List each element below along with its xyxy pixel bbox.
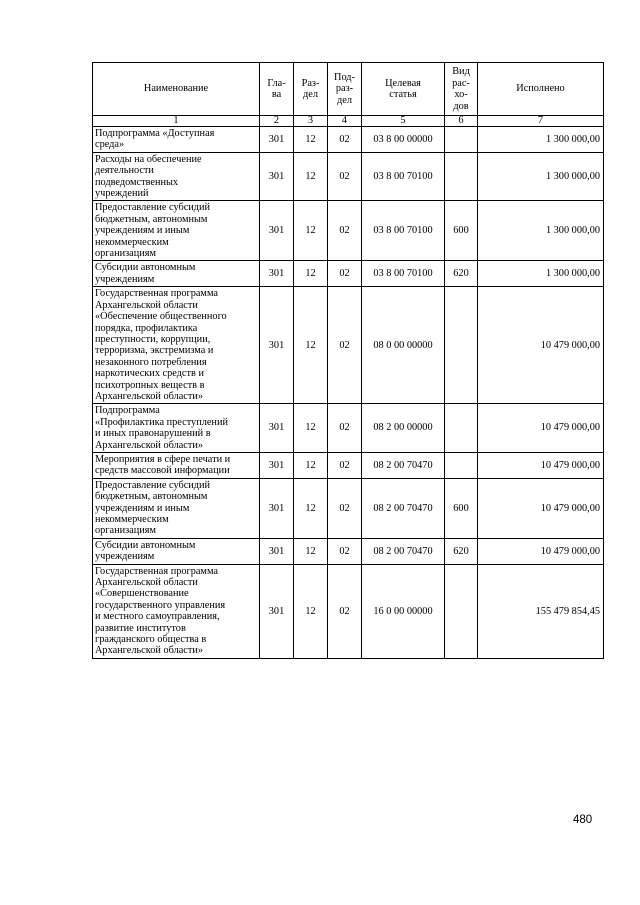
cell-vid: 620: [445, 261, 478, 287]
header-vid: Вид рас- хо- дов: [445, 63, 478, 116]
header-glava: Гла- ва: [260, 63, 294, 116]
cell-vid: 600: [445, 201, 478, 261]
cell-razdel: 12: [294, 152, 328, 201]
table-row: [93, 538, 604, 564]
column-number: 5: [362, 116, 445, 127]
column-number: 6: [445, 116, 478, 127]
cell-podrazdel: 02: [328, 152, 362, 201]
header-statya: Целевая статья: [362, 63, 445, 116]
cell-name: Государственная программа Архангельской области «Совершенствование государственного управления и местного самоуправления, развитие институтов гражданского общества в Архангельской области»: [93, 564, 260, 658]
cell-name: Подпрограмма «Профилактика преступлений и иных правонарушений в Архангельской области»: [93, 404, 260, 453]
cell-name: Предоставление субсидий бюджетным, автономным учреждениям и иным некоммерческим организациям: [93, 478, 260, 538]
cell-glava: 301: [260, 127, 294, 153]
cell-statya: 08 2 00 00000: [362, 404, 445, 453]
table-row: [93, 452, 604, 478]
cell-vid: [445, 404, 478, 453]
table-row: [93, 261, 604, 287]
header-razdel: Раз- дел: [294, 63, 328, 116]
cell-statya: 16 0 00 00000: [362, 564, 445, 658]
cell-amount: 1 300 000,00: [478, 152, 604, 201]
cell-razdel: 12: [294, 538, 328, 564]
cell-vid: 620: [445, 538, 478, 564]
cell-glava: 301: [260, 538, 294, 564]
cell-name: Субсидии автономным учреждениям: [93, 261, 260, 287]
cell-vid: [445, 452, 478, 478]
cell-glava: 301: [260, 478, 294, 538]
cell-statya: 08 2 00 70470: [362, 478, 445, 538]
cell-vid: [445, 127, 478, 153]
cell-razdel: 12: [294, 452, 328, 478]
page-number: 480: [573, 814, 593, 826]
cell-razdel: 12: [294, 261, 328, 287]
cell-podrazdel: 02: [328, 538, 362, 564]
cell-podrazdel: 02: [328, 261, 362, 287]
cell-glava: 301: [260, 261, 294, 287]
column-number: 2: [260, 116, 294, 127]
cell-podrazdel: 02: [328, 564, 362, 658]
cell-glava: 301: [260, 152, 294, 201]
column-number: 4: [328, 116, 362, 127]
cell-amount: 10 479 000,00: [478, 538, 604, 564]
cell-statya: 03 8 00 70100: [362, 201, 445, 261]
table-row: [93, 152, 604, 201]
table-row: [93, 127, 604, 153]
cell-vid: 600: [445, 478, 478, 538]
cell-razdel: 12: [294, 478, 328, 538]
cell-amount: 1 300 000,00: [478, 261, 604, 287]
column-number: 3: [294, 116, 328, 127]
table-row: [93, 201, 604, 261]
cell-vid: [445, 152, 478, 201]
cell-statya: 08 0 00 00000: [362, 287, 445, 404]
cell-glava: 301: [260, 201, 294, 261]
table-row: [93, 404, 604, 453]
cell-amount: 1 300 000,00: [478, 127, 604, 153]
header-row: [93, 63, 604, 116]
cell-name: Расходы на обеспечение деятельности подведомственных учреждений: [93, 152, 260, 201]
header-podrazdel: Под- раз- дел: [328, 63, 362, 116]
cell-glava: 301: [260, 287, 294, 404]
column-number: 1: [93, 116, 260, 127]
cell-name: Подпрограмма «Доступная среда»: [93, 127, 260, 153]
cell-razdel: 12: [294, 127, 328, 153]
cell-podrazdel: 02: [328, 287, 362, 404]
table-row: [93, 478, 604, 538]
header-name: Наименование: [93, 63, 260, 116]
cell-razdel: 12: [294, 564, 328, 658]
cell-podrazdel: 02: [328, 478, 362, 538]
cell-glava: 301: [260, 404, 294, 453]
cell-vid: [445, 564, 478, 658]
cell-podrazdel: 02: [328, 452, 362, 478]
cell-glava: 301: [260, 564, 294, 658]
cell-statya: 03 8 00 70100: [362, 152, 445, 201]
cell-podrazdel: 02: [328, 127, 362, 153]
cell-name: Государственная программа Архангельской области «Обеспечение общественного порядка, профилактика преступности, коррупции, терроризма, экстремизма и незаконного потребления наркотических средств и психотропных веществ в Архангельской области»: [93, 287, 260, 404]
cell-glava: 301: [260, 452, 294, 478]
budget-table: [92, 62, 604, 659]
cell-amount: 10 479 000,00: [478, 478, 604, 538]
table-row: [93, 564, 604, 658]
cell-amount: 10 479 000,00: [478, 452, 604, 478]
cell-amount: 155 479 854,45: [478, 564, 604, 658]
cell-vid: [445, 287, 478, 404]
cell-statya: 03 8 00 70100: [362, 261, 445, 287]
header-ispolneno: Исполнено: [478, 63, 604, 116]
cell-razdel: 12: [294, 201, 328, 261]
cell-amount: 10 479 000,00: [478, 287, 604, 404]
cell-statya: 08 2 00 70470: [362, 538, 445, 564]
cell-amount: 10 479 000,00: [478, 404, 604, 453]
cell-name: Субсидии автономным учреждениям: [93, 538, 260, 564]
cell-statya: 08 2 00 70470: [362, 452, 445, 478]
cell-podrazdel: 02: [328, 201, 362, 261]
cell-razdel: 12: [294, 404, 328, 453]
table-row: [93, 287, 604, 404]
cell-name: Мероприятия в сфере печати и средств массовой информации: [93, 452, 260, 478]
cell-razdel: 12: [294, 287, 328, 404]
cell-amount: 1 300 000,00: [478, 201, 604, 261]
cell-statya: 03 8 00 00000: [362, 127, 445, 153]
cell-podrazdel: 02: [328, 404, 362, 453]
cell-name: Предоставление субсидий бюджетным, автономным учреждениям и иным некоммерческим организациям: [93, 201, 260, 261]
column-number-row: [93, 116, 604, 127]
column-number: 7: [478, 116, 604, 127]
